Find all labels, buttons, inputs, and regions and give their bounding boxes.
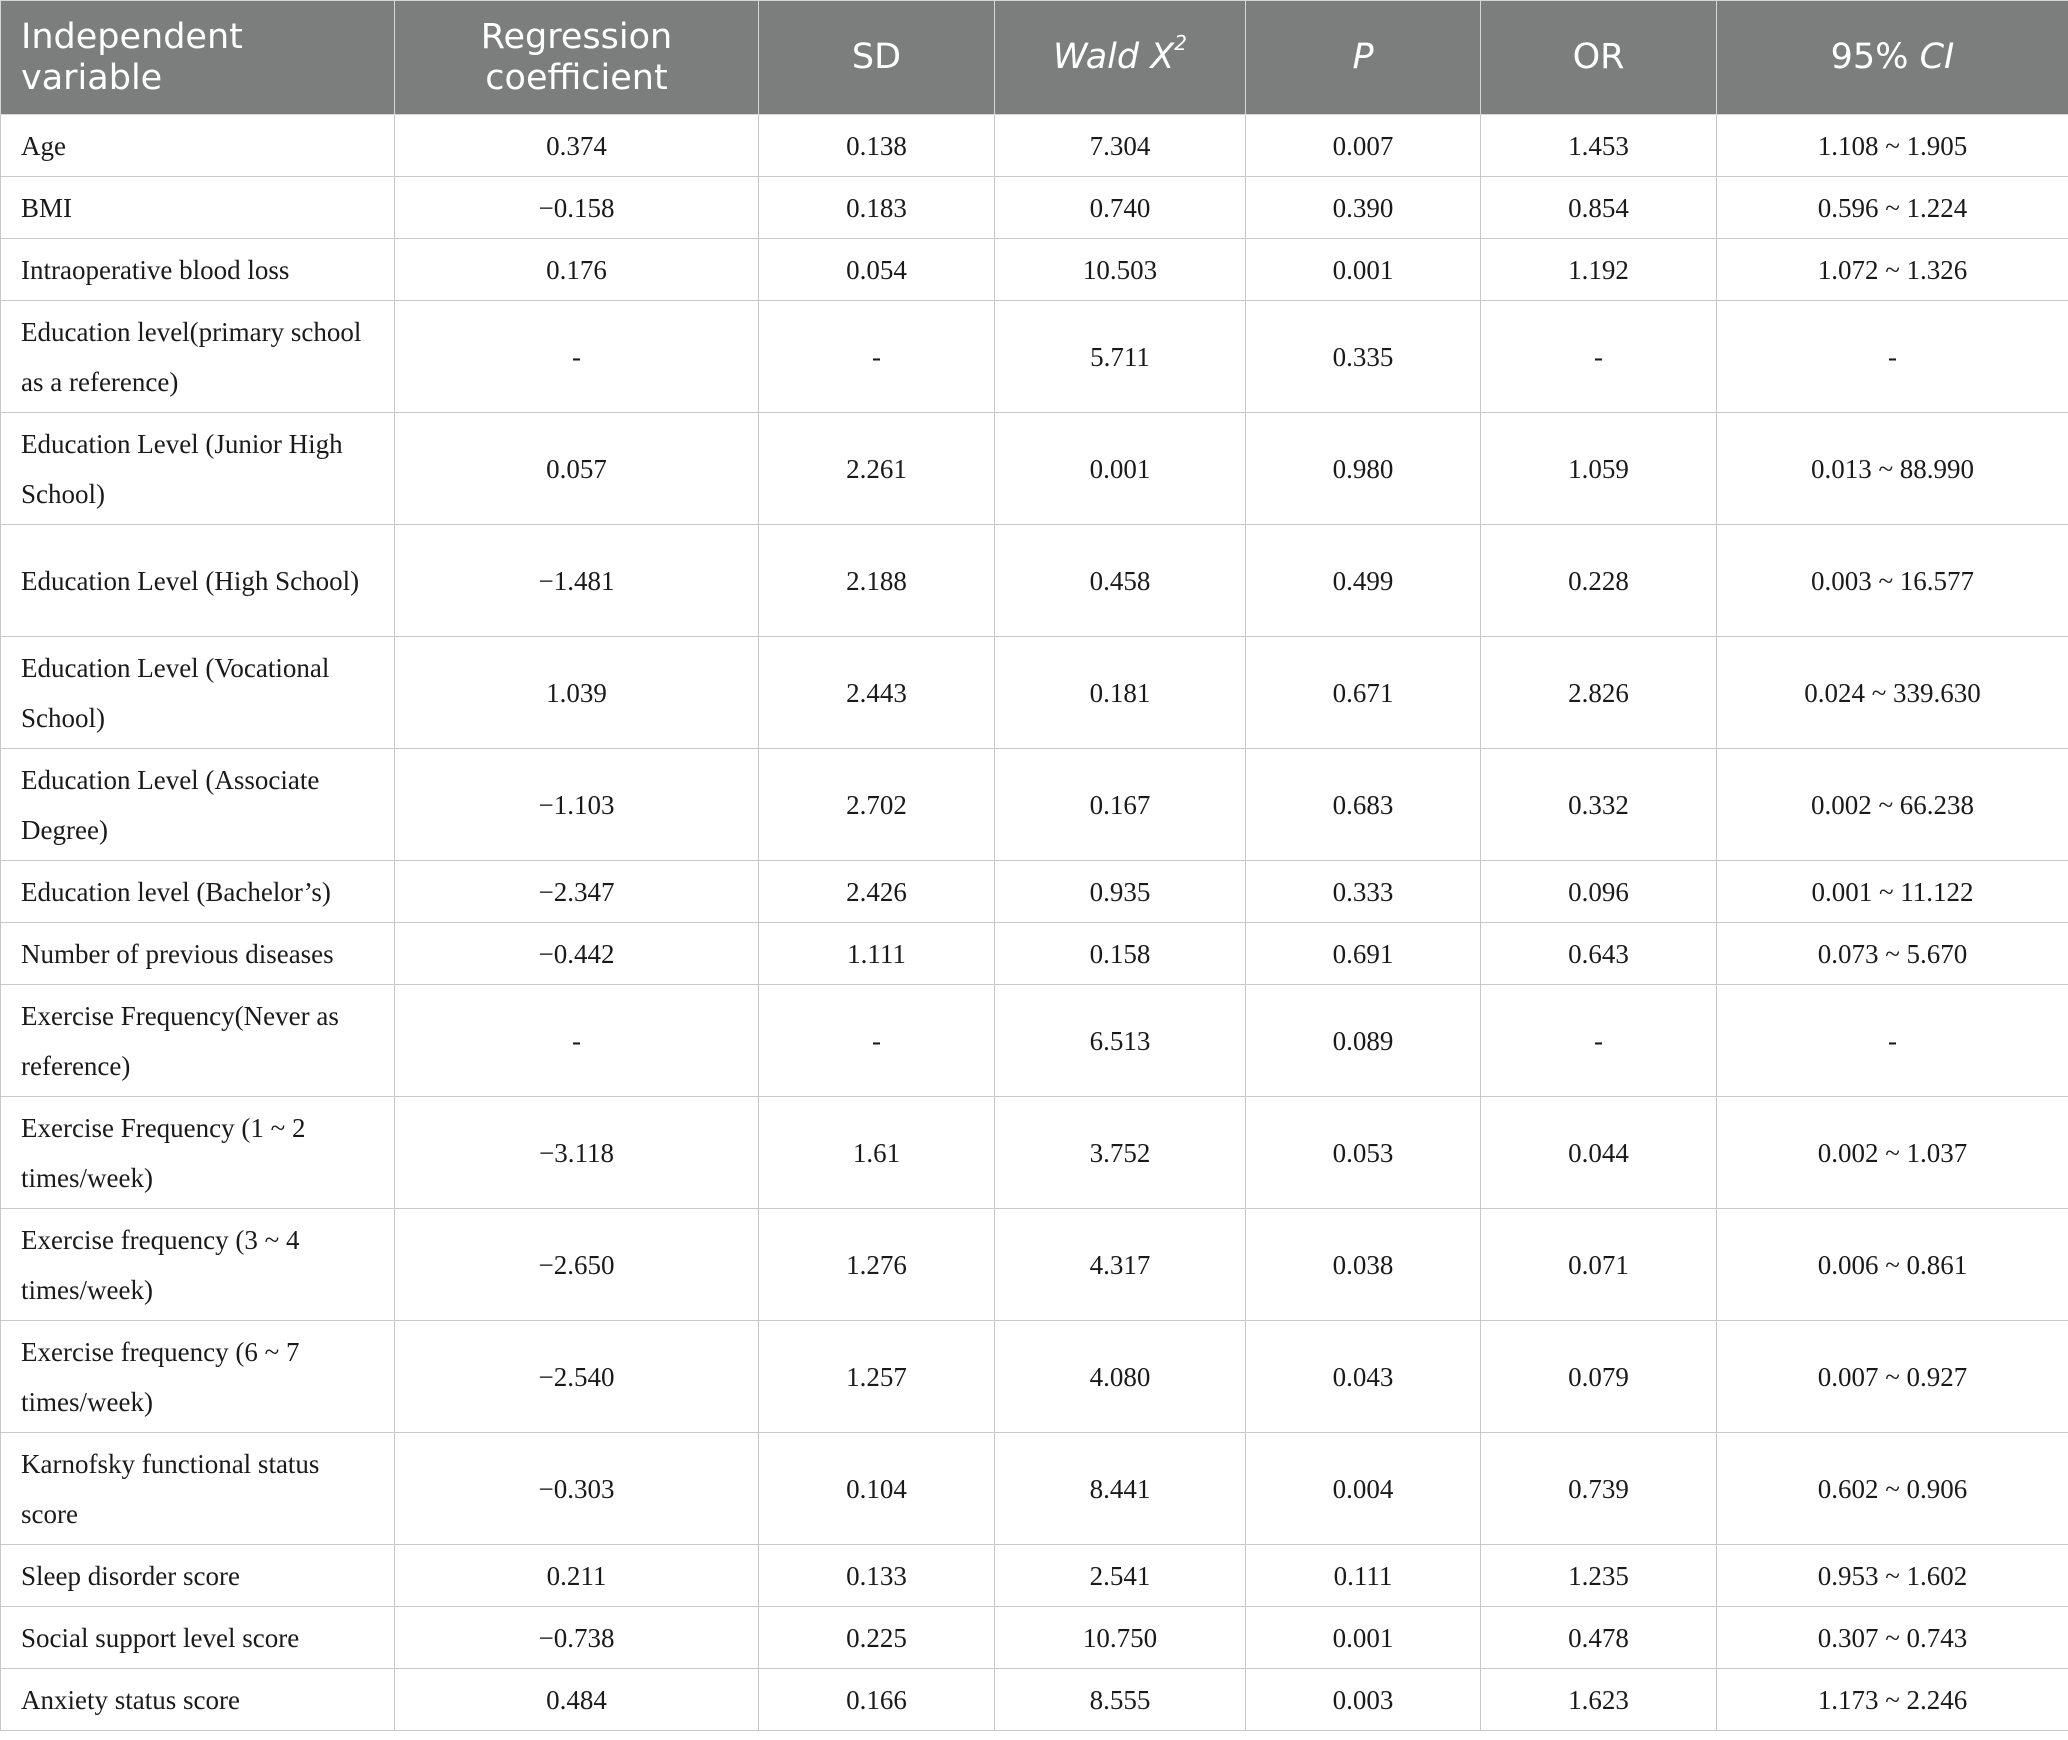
cell-regression-coefficient: −0.158 bbox=[395, 177, 759, 239]
cell-p: 0.390 bbox=[1246, 177, 1481, 239]
header-95-ci bbox=[1717, 1, 2068, 115]
cell-sd: 0.183 bbox=[759, 177, 995, 239]
cell-variable: Education Level (High School) bbox=[1, 525, 395, 637]
cell-wald: 0.458 bbox=[995, 525, 1246, 637]
cell-p: 0.038 bbox=[1246, 1209, 1481, 1321]
cell-wald: 4.317 bbox=[995, 1209, 1246, 1321]
cell-p: 0.053 bbox=[1246, 1097, 1481, 1209]
table-row bbox=[1, 1669, 2068, 1731]
cell-regression-coefficient: 0.057 bbox=[395, 413, 759, 525]
cell-or: 1.623 bbox=[1481, 1669, 1717, 1731]
cell-regression-coefficient: - bbox=[395, 985, 759, 1097]
cell-p: 0.111 bbox=[1246, 1545, 1481, 1607]
table-row bbox=[1, 177, 2068, 239]
ci-label: 95% CI bbox=[1830, 37, 1955, 77]
cell-wald: 0.158 bbox=[995, 923, 1246, 985]
cell-or: - bbox=[1481, 985, 1717, 1097]
cell-wald: 10.503 bbox=[995, 239, 1246, 301]
cell-variable: Exercise frequency (6 ~ 7 times/week) bbox=[1, 1321, 395, 1433]
cell-ci: 0.002 ~ 1.037 bbox=[1717, 1097, 2068, 1209]
cell-or: 1.192 bbox=[1481, 239, 1717, 301]
cell-variable: Education level (Bachelor’s) bbox=[1, 861, 395, 923]
table-row bbox=[1, 525, 2068, 637]
cell-p: 0.003 bbox=[1246, 1669, 1481, 1731]
cell-wald: 0.167 bbox=[995, 749, 1246, 861]
cell-variable: Exercise Frequency(Never as reference) bbox=[1, 985, 395, 1097]
cell-wald: 10.750 bbox=[995, 1607, 1246, 1669]
cell-sd: 1.61 bbox=[759, 1097, 995, 1209]
cell-ci: 1.173 ~ 2.246 bbox=[1717, 1669, 2068, 1731]
cell-regression-coefficient: −0.738 bbox=[395, 1607, 759, 1669]
cell-sd: 0.166 bbox=[759, 1669, 995, 1731]
cell-or: - bbox=[1481, 301, 1717, 413]
table-row bbox=[1, 413, 2068, 525]
cell-regression-coefficient: - bbox=[395, 301, 759, 413]
cell-variable: Karnofsky functional status score bbox=[1, 1433, 395, 1545]
header-p: P bbox=[1246, 1, 1481, 115]
wald-superscript: 2 bbox=[1174, 31, 1187, 55]
cell-ci: 0.001 ~ 11.122 bbox=[1717, 861, 2068, 923]
table-body bbox=[1, 115, 2068, 1731]
cell-sd: - bbox=[759, 985, 995, 1097]
cell-regression-coefficient: −2.540 bbox=[395, 1321, 759, 1433]
header-independent-variable: Independent variable bbox=[1, 1, 395, 115]
cell-ci: 0.073 ~ 5.670 bbox=[1717, 923, 2068, 985]
cell-wald: 0.001 bbox=[995, 413, 1246, 525]
cell-variable: Education Level (Associate Degree) bbox=[1, 749, 395, 861]
cell-ci: 0.007 ~ 0.927 bbox=[1717, 1321, 2068, 1433]
cell-or: 0.096 bbox=[1481, 861, 1717, 923]
cell-wald: 6.513 bbox=[995, 985, 1246, 1097]
table-row bbox=[1, 1607, 2068, 1669]
cell-regression-coefficient: −2.347 bbox=[395, 861, 759, 923]
table-row bbox=[1, 239, 2068, 301]
cell-regression-coefficient: −1.103 bbox=[395, 749, 759, 861]
cell-ci: 0.596 ~ 1.224 bbox=[1717, 177, 2068, 239]
cell-wald: 8.555 bbox=[995, 1669, 1246, 1731]
table-row bbox=[1, 923, 2068, 985]
cell-ci: 0.013 ~ 88.990 bbox=[1717, 413, 2068, 525]
cell-sd: 0.138 bbox=[759, 115, 995, 177]
cell-variable: Social support level score bbox=[1, 1607, 395, 1669]
cell-or: 0.739 bbox=[1481, 1433, 1717, 1545]
cell-wald: 7.304 bbox=[995, 115, 1246, 177]
cell-variable: Sleep disorder score bbox=[1, 1545, 395, 1607]
cell-ci: 0.003 ~ 16.577 bbox=[1717, 525, 2068, 637]
cell-ci: 0.307 ~ 0.743 bbox=[1717, 1607, 2068, 1669]
cell-or: 0.079 bbox=[1481, 1321, 1717, 1433]
cell-variable: Number of previous diseases bbox=[1, 923, 395, 985]
cell-or: 0.854 bbox=[1481, 177, 1717, 239]
table-row bbox=[1, 1433, 2068, 1545]
cell-wald: 0.935 bbox=[995, 861, 1246, 923]
cell-ci: - bbox=[1717, 301, 2068, 413]
cell-variable: Intraoperative blood loss bbox=[1, 239, 395, 301]
cell-regression-coefficient: 0.484 bbox=[395, 1669, 759, 1731]
cell-sd: 2.443 bbox=[759, 637, 995, 749]
cell-ci: 0.006 ~ 0.861 bbox=[1717, 1209, 2068, 1321]
cell-regression-coefficient: 1.039 bbox=[395, 637, 759, 749]
cell-p: 0.007 bbox=[1246, 115, 1481, 177]
cell-ci: 1.108 ~ 1.905 bbox=[1717, 115, 2068, 177]
cell-ci: - bbox=[1717, 985, 2068, 1097]
cell-wald: 2.541 bbox=[995, 1545, 1246, 1607]
cell-or: 0.228 bbox=[1481, 525, 1717, 637]
cell-or: 0.643 bbox=[1481, 923, 1717, 985]
cell-p: 0.333 bbox=[1246, 861, 1481, 923]
cell-wald: 0.181 bbox=[995, 637, 1246, 749]
cell-variable: Education level(primary school as a reference) bbox=[1, 301, 395, 413]
cell-sd: 0.054 bbox=[759, 239, 995, 301]
cell-regression-coefficient: −0.442 bbox=[395, 923, 759, 985]
cell-variable: Age bbox=[1, 115, 395, 177]
table-row bbox=[1, 115, 2068, 177]
cell-ci: 0.024 ~ 339.630 bbox=[1717, 637, 2068, 749]
cell-sd: - bbox=[759, 301, 995, 413]
cell-or: 1.453 bbox=[1481, 115, 1717, 177]
cell-wald: 0.740 bbox=[995, 177, 1246, 239]
cell-sd: 0.133 bbox=[759, 1545, 995, 1607]
cell-wald: 8.441 bbox=[995, 1433, 1246, 1545]
cell-sd: 1.257 bbox=[759, 1321, 995, 1433]
ci-italic: CI bbox=[1919, 37, 1955, 77]
cell-sd: 0.104 bbox=[759, 1433, 995, 1545]
header-or: OR bbox=[1481, 1, 1717, 115]
cell-p: 0.001 bbox=[1246, 239, 1481, 301]
cell-sd: 1.111 bbox=[759, 923, 995, 985]
cell-regression-coefficient: 0.211 bbox=[395, 1545, 759, 1607]
cell-wald: 4.080 bbox=[995, 1321, 1246, 1433]
table-row bbox=[1, 637, 2068, 749]
table-row bbox=[1, 861, 2068, 923]
table-row bbox=[1, 1209, 2068, 1321]
cell-p: 0.001 bbox=[1246, 1607, 1481, 1669]
cell-p: 0.683 bbox=[1246, 749, 1481, 861]
cell-wald: 5.711 bbox=[995, 301, 1246, 413]
table-row bbox=[1, 1545, 2068, 1607]
cell-variable: Exercise frequency (3 ~ 4 times/week) bbox=[1, 1209, 395, 1321]
cell-sd: 1.276 bbox=[759, 1209, 995, 1321]
cell-sd: 2.702 bbox=[759, 749, 995, 861]
cell-regression-coefficient: 0.374 bbox=[395, 115, 759, 177]
cell-regression-coefficient: 0.176 bbox=[395, 239, 759, 301]
cell-variable: Education Level (Junior High School) bbox=[1, 413, 395, 525]
cell-regression-coefficient: −2.650 bbox=[395, 1209, 759, 1321]
cell-sd: 0.225 bbox=[759, 1607, 995, 1669]
cell-or: 0.332 bbox=[1481, 749, 1717, 861]
cell-or: 0.071 bbox=[1481, 1209, 1717, 1321]
cell-variable: Exercise Frequency (1 ~ 2 times/week) bbox=[1, 1097, 395, 1209]
cell-ci: 0.002 ~ 66.238 bbox=[1717, 749, 2068, 861]
cell-or: 2.826 bbox=[1481, 637, 1717, 749]
cell-variable: BMI bbox=[1, 177, 395, 239]
cell-wald: 3.752 bbox=[995, 1097, 1246, 1209]
cell-variable: Education Level (Vocational School) bbox=[1, 637, 395, 749]
wald-label: Wald X bbox=[1053, 37, 1175, 77]
cell-regression-coefficient: −1.481 bbox=[395, 525, 759, 637]
cell-or: 0.044 bbox=[1481, 1097, 1717, 1209]
table-row bbox=[1, 985, 2068, 1097]
cell-p: 0.499 bbox=[1246, 525, 1481, 637]
cell-ci: 0.602 ~ 0.906 bbox=[1717, 1433, 2068, 1545]
header-sd: SD bbox=[759, 1, 995, 115]
cell-sd: 2.261 bbox=[759, 413, 995, 525]
cell-ci: 1.072 ~ 1.326 bbox=[1717, 239, 2068, 301]
cell-or: 0.478 bbox=[1481, 1607, 1717, 1669]
table-row bbox=[1, 1321, 2068, 1433]
cell-or: 1.235 bbox=[1481, 1545, 1717, 1607]
cell-p: 0.980 bbox=[1246, 413, 1481, 525]
cell-p: 0.004 bbox=[1246, 1433, 1481, 1545]
header-regression-coefficient: Regression coefficient bbox=[395, 1, 759, 115]
cell-p: 0.335 bbox=[1246, 301, 1481, 413]
cell-p: 0.671 bbox=[1246, 637, 1481, 749]
cell-p: 0.043 bbox=[1246, 1321, 1481, 1433]
cell-p: 0.089 bbox=[1246, 985, 1481, 1097]
cell-regression-coefficient: −0.303 bbox=[395, 1433, 759, 1545]
cell-or: 1.059 bbox=[1481, 413, 1717, 525]
table-row bbox=[1, 749, 2068, 861]
table-header bbox=[1, 1, 2068, 115]
header-row bbox=[1, 1, 2068, 115]
table-row bbox=[1, 1097, 2068, 1209]
cell-p: 0.691 bbox=[1246, 923, 1481, 985]
cell-regression-coefficient: −3.118 bbox=[395, 1097, 759, 1209]
header-wald-x2 bbox=[995, 1, 1246, 115]
cell-sd: 2.188 bbox=[759, 525, 995, 637]
cell-variable: Anxiety status score bbox=[1, 1669, 395, 1731]
table-row bbox=[1, 301, 2068, 413]
cell-ci: 0.953 ~ 1.602 bbox=[1717, 1545, 2068, 1607]
cell-sd: 2.426 bbox=[759, 861, 995, 923]
